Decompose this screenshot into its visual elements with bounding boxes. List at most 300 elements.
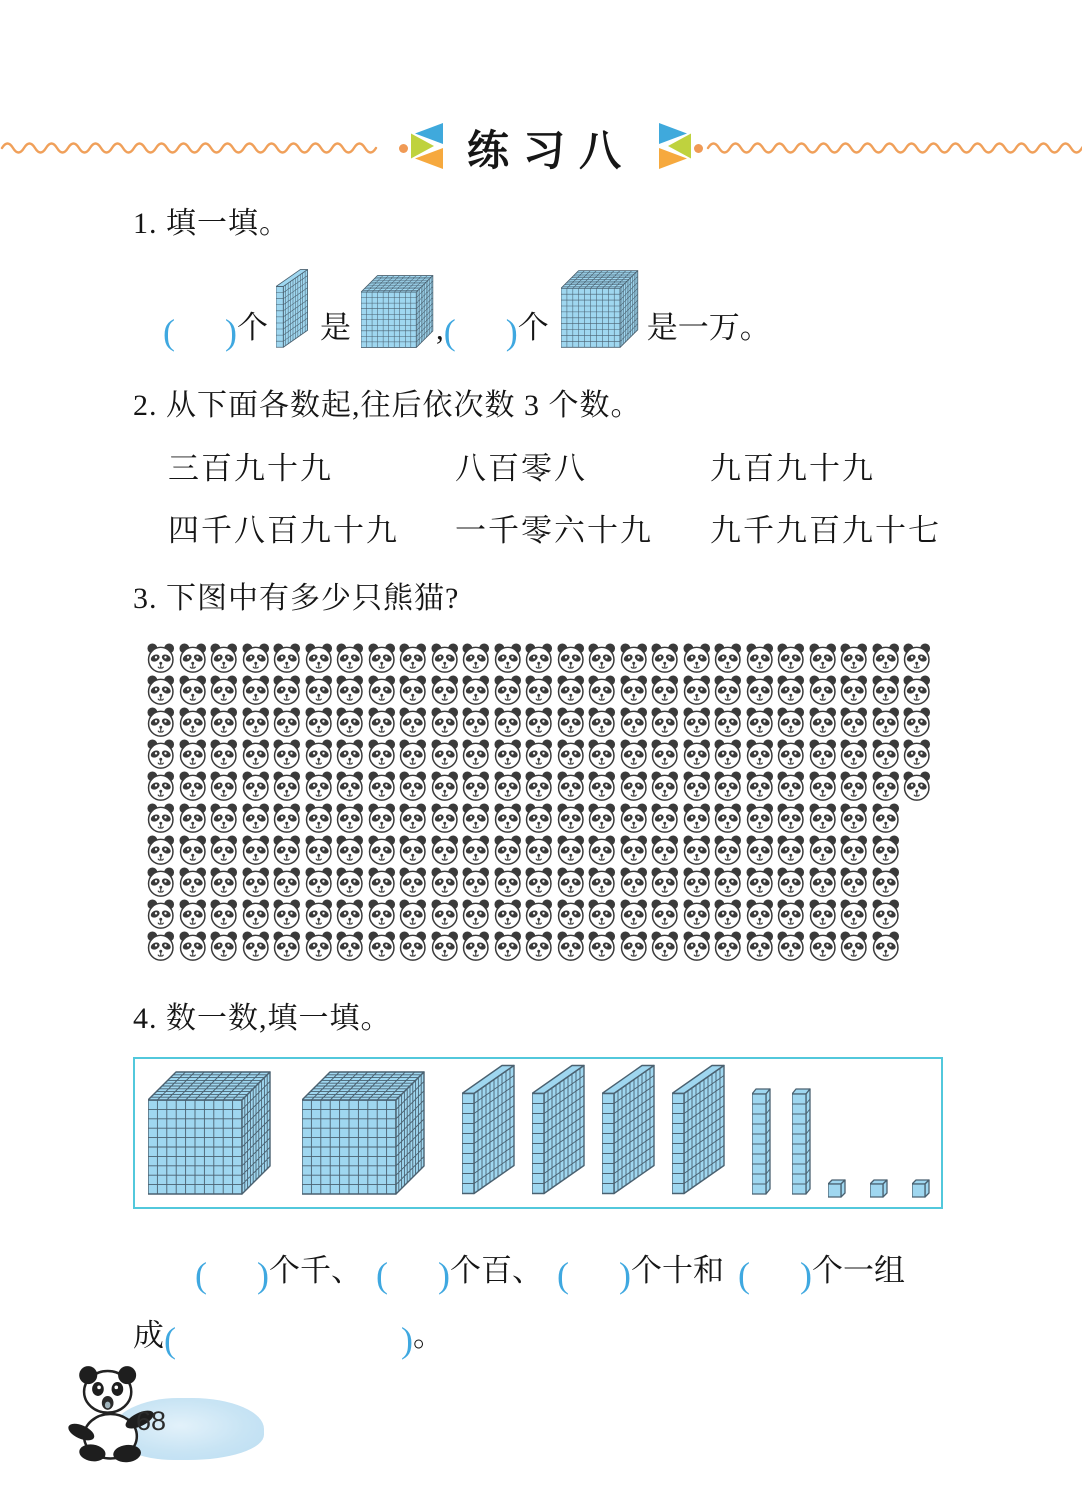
panda-icon <box>744 866 776 898</box>
panda-icon <box>775 770 807 802</box>
hundred-flat-image <box>276 268 310 350</box>
panda-icon <box>681 674 713 706</box>
wavy-line-right <box>706 139 1082 157</box>
panda-icon <box>429 930 461 962</box>
panda-icon <box>523 738 555 770</box>
panda-icon <box>240 642 272 674</box>
panda-icon <box>397 898 429 930</box>
panda-icon <box>838 706 870 738</box>
q4-blank-thousands: ( ) <box>195 1255 269 1295</box>
panda-icon <box>240 802 272 834</box>
panda-icon <box>208 706 240 738</box>
panda-icon <box>870 834 902 866</box>
panda-icon <box>334 866 366 898</box>
panda-icon <box>271 930 303 962</box>
panda-icon <box>555 738 587 770</box>
panda-icon <box>618 930 650 962</box>
panda-icon <box>744 770 776 802</box>
panda-icon <box>397 674 429 706</box>
panda-icon <box>555 930 587 962</box>
panda-icon <box>555 642 587 674</box>
one-unit-block <box>828 1178 848 1198</box>
q1-ge-1: 个 <box>237 310 268 345</box>
q2-number: 四千八百九十九 <box>168 513 399 548</box>
wave-end-dot-icon <box>399 144 408 153</box>
panda-icon <box>523 898 555 930</box>
panda-icon <box>429 866 461 898</box>
panda-icon <box>303 770 335 802</box>
panda-icon <box>586 706 618 738</box>
panda-icon <box>901 706 933 738</box>
panda-row <box>145 898 933 930</box>
panda-icon <box>271 738 303 770</box>
panda-icon <box>334 930 366 962</box>
panda-icon <box>208 642 240 674</box>
title-flag-left-icon <box>411 123 443 174</box>
panda-icon <box>838 930 870 962</box>
panda-icon <box>240 674 272 706</box>
panda-icon <box>240 706 272 738</box>
panda-icon <box>208 866 240 898</box>
panda-icon <box>460 642 492 674</box>
panda-icon <box>271 834 303 866</box>
panda-icon <box>681 642 713 674</box>
panda-icon <box>208 930 240 962</box>
panda-icon <box>681 834 713 866</box>
panda-icon <box>807 898 839 930</box>
panda-icon <box>712 674 744 706</box>
one-unit-block <box>912 1178 932 1198</box>
panda-icon <box>303 706 335 738</box>
panda-row <box>145 674 933 706</box>
panda-icon <box>901 770 933 802</box>
panda-icon <box>618 770 650 802</box>
panda-icon <box>460 834 492 866</box>
panda-icon <box>429 898 461 930</box>
ten-rod-block <box>792 1086 814 1198</box>
panda-icon <box>366 802 398 834</box>
panda-icon <box>208 834 240 866</box>
panda-icon <box>775 642 807 674</box>
panda-icon <box>618 898 650 930</box>
q2-number: 一千零六十九 <box>455 513 653 548</box>
hundred-flat-block <box>672 1063 728 1198</box>
panda-row <box>145 866 933 898</box>
q4-blank-result: ( ) <box>164 1320 413 1360</box>
panda-icon <box>838 802 870 834</box>
panda-icon <box>429 674 461 706</box>
panda-icon <box>397 770 429 802</box>
panda-icon <box>870 706 902 738</box>
panda-icon <box>334 706 366 738</box>
panda-icon <box>618 642 650 674</box>
panda-icon <box>649 866 681 898</box>
panda-icon <box>303 674 335 706</box>
panda-icon <box>208 898 240 930</box>
panda-icon <box>145 674 177 706</box>
panda-icon <box>366 834 398 866</box>
panda-icon <box>523 866 555 898</box>
panda-icon <box>807 642 839 674</box>
one-unit-block <box>870 1178 890 1198</box>
panda-icon <box>712 706 744 738</box>
panda-icon <box>397 706 429 738</box>
panda-grid <box>145 642 933 962</box>
panda-row <box>145 834 933 866</box>
panda-icon <box>303 898 335 930</box>
panda-icon <box>681 866 713 898</box>
panda-icon <box>177 898 209 930</box>
panda-icon <box>586 898 618 930</box>
panda-icon <box>555 770 587 802</box>
panda-icon <box>208 738 240 770</box>
panda-icon <box>208 802 240 834</box>
q1-blank-2: ( ) <box>443 312 518 352</box>
panda-icon <box>807 802 839 834</box>
panda-icon <box>177 802 209 834</box>
thousand-cube-image-2 <box>561 268 639 350</box>
panda-icon <box>271 866 303 898</box>
panda-icon <box>177 706 209 738</box>
panda-icon <box>366 770 398 802</box>
panda-icon <box>303 802 335 834</box>
panda-icon <box>303 866 335 898</box>
panda-icon <box>649 802 681 834</box>
q1-heading: 1. 填一填。 <box>133 207 290 240</box>
page-title: 练习八 <box>467 127 636 174</box>
panda-icon <box>429 802 461 834</box>
panda-icon <box>460 898 492 930</box>
panda-icon <box>618 706 650 738</box>
panda-icon <box>145 866 177 898</box>
panda-icon <box>240 770 272 802</box>
panda-icon <box>240 866 272 898</box>
panda-icon <box>177 866 209 898</box>
panda-icon <box>145 738 177 770</box>
page-header <box>0 116 1082 180</box>
panda-icon <box>649 770 681 802</box>
panda-icon <box>366 674 398 706</box>
panda-icon <box>555 706 587 738</box>
q4-label-bai: 个百、 <box>450 1253 543 1288</box>
panda-icon <box>460 866 492 898</box>
panda-icon <box>744 930 776 962</box>
panda-icon <box>807 834 839 866</box>
panda-icon <box>775 898 807 930</box>
panda-icon <box>555 898 587 930</box>
q4-label-shi: 个十和 <box>631 1253 724 1288</box>
panda-icon <box>775 706 807 738</box>
panda-icon <box>523 834 555 866</box>
panda-icon <box>807 930 839 962</box>
panda-icon <box>870 738 902 770</box>
q2-row-1 <box>168 443 875 488</box>
q4-label-cheng: 成 <box>133 1318 164 1353</box>
panda-icon <box>334 674 366 706</box>
panda-icon <box>807 866 839 898</box>
panda-icon <box>712 930 744 962</box>
panda-icon <box>177 770 209 802</box>
panda-icon <box>460 738 492 770</box>
panda-icon <box>492 898 524 930</box>
thousand-cube-block <box>302 1068 426 1198</box>
panda-row <box>145 706 933 738</box>
panda-icon <box>397 866 429 898</box>
panda-icon <box>397 834 429 866</box>
panda-icon <box>618 738 650 770</box>
panda-icon <box>870 770 902 802</box>
panda-icon <box>492 738 524 770</box>
panda-icon <box>649 738 681 770</box>
page-number: 68 <box>136 1406 167 1436</box>
panda-icon <box>681 898 713 930</box>
panda-icon <box>838 898 870 930</box>
panda-icon <box>492 866 524 898</box>
panda-row <box>145 738 933 770</box>
panda-icon <box>460 706 492 738</box>
panda-icon <box>492 834 524 866</box>
panda-icon <box>775 866 807 898</box>
thousand-cube-block <box>148 1068 272 1198</box>
hundred-flat-block <box>462 1063 518 1198</box>
panda-icon <box>177 834 209 866</box>
hundred-flat-block <box>602 1063 658 1198</box>
q4-heading: 4. 数一数,填一填。 <box>133 1002 392 1035</box>
base-ten-blocks-box <box>133 1057 943 1209</box>
q1-shi: 是 <box>320 310 351 345</box>
panda-icon <box>649 642 681 674</box>
panda-icon <box>429 834 461 866</box>
panda-icon <box>366 898 398 930</box>
q1-tail: 是一万。 <box>646 310 771 345</box>
q1-comma: , <box>436 311 444 346</box>
panda-icon <box>681 770 713 802</box>
panda-icon <box>303 930 335 962</box>
panda-icon <box>303 834 335 866</box>
panda-icon <box>271 642 303 674</box>
panda-icon <box>807 706 839 738</box>
panda-icon <box>208 674 240 706</box>
panda-icon <box>586 738 618 770</box>
panda-icon <box>492 642 524 674</box>
panda-icon <box>271 674 303 706</box>
title-flag-right-icon <box>659 123 691 174</box>
panda-icon <box>397 738 429 770</box>
panda-icon <box>712 898 744 930</box>
panda-icon <box>492 674 524 706</box>
panda-icon <box>366 866 398 898</box>
hundred-flat-block <box>532 1063 588 1198</box>
q4-label-qian: 个千、 <box>269 1253 362 1288</box>
panda-icon <box>870 898 902 930</box>
panda-icon <box>460 802 492 834</box>
panda-icon <box>681 706 713 738</box>
panda-icon <box>397 802 429 834</box>
panda-icon <box>240 898 272 930</box>
panda-icon <box>586 802 618 834</box>
panda-icon <box>366 642 398 674</box>
panda-icon <box>807 674 839 706</box>
thousand-cube-image-1 <box>361 273 434 350</box>
panda-icon <box>681 738 713 770</box>
panda-icon <box>177 674 209 706</box>
panda-icon <box>271 770 303 802</box>
panda-icon <box>145 834 177 866</box>
panda-icon <box>334 834 366 866</box>
q3-heading: 3. 下图中有多少只熊猫? <box>133 582 460 615</box>
panda-icon <box>303 642 335 674</box>
panda-icon <box>744 834 776 866</box>
q4-blank-ones: ( ) <box>738 1255 812 1295</box>
panda-icon <box>555 834 587 866</box>
q2-number: 三百九十九 <box>168 451 333 486</box>
panda-icon <box>586 930 618 962</box>
panda-icon <box>586 834 618 866</box>
panda-icon <box>775 738 807 770</box>
panda-icon <box>618 802 650 834</box>
panda-icon <box>649 930 681 962</box>
panda-row <box>145 770 933 802</box>
panda-icon <box>460 770 492 802</box>
panda-icon <box>586 770 618 802</box>
q4-period: 。 <box>413 1318 444 1353</box>
q4-fill-line-2 <box>133 1306 444 1358</box>
panda-icon <box>271 898 303 930</box>
panda-icon <box>271 802 303 834</box>
panda-icon <box>492 802 524 834</box>
q4-label-yi: 个一组 <box>812 1253 905 1288</box>
panda-icon <box>807 738 839 770</box>
panda-icon <box>555 674 587 706</box>
panda-icon <box>555 802 587 834</box>
ten-rod-block <box>752 1086 774 1198</box>
panda-icon <box>838 834 870 866</box>
panda-row <box>145 642 933 674</box>
q1-blank-1: ( ) <box>163 312 237 352</box>
q1-ge-2: 个 <box>517 310 549 345</box>
panda-icon <box>712 738 744 770</box>
panda-icon <box>523 706 555 738</box>
panda-icon <box>681 802 713 834</box>
panda-icon <box>334 770 366 802</box>
panda-icon <box>429 706 461 738</box>
panda-icon <box>838 866 870 898</box>
panda-icon <box>744 674 776 706</box>
panda-icon <box>586 674 618 706</box>
panda-icon <box>649 834 681 866</box>
panda-icon <box>681 930 713 962</box>
panda-icon <box>492 706 524 738</box>
panda-icon <box>523 930 555 962</box>
panda-icon <box>555 866 587 898</box>
panda-icon <box>145 706 177 738</box>
panda-icon <box>870 802 902 834</box>
panda-icon <box>334 802 366 834</box>
q2-row-2 <box>168 505 941 550</box>
panda-icon <box>586 642 618 674</box>
panda-icon <box>177 930 209 962</box>
q2-number: 八百零八 <box>455 451 587 486</box>
panda-icon <box>744 802 776 834</box>
panda-icon <box>712 642 744 674</box>
panda-icon <box>901 738 933 770</box>
panda-icon <box>649 898 681 930</box>
panda-icon <box>712 770 744 802</box>
panda-icon <box>240 930 272 962</box>
panda-icon <box>870 866 902 898</box>
panda-icon <box>744 738 776 770</box>
panda-icon <box>208 770 240 802</box>
panda-icon <box>240 738 272 770</box>
panda-icon <box>744 706 776 738</box>
panda-icon <box>901 642 933 674</box>
panda-icon <box>460 930 492 962</box>
panda-icon <box>523 802 555 834</box>
panda-icon <box>712 866 744 898</box>
panda-icon <box>145 898 177 930</box>
panda-icon <box>523 642 555 674</box>
q4-blank-hundreds: ( ) <box>376 1255 450 1295</box>
panda-icon <box>240 834 272 866</box>
panda-icon <box>429 738 461 770</box>
panda-icon <box>807 770 839 802</box>
q1-fill-line <box>163 258 771 350</box>
panda-icon <box>145 930 177 962</box>
wavy-line-left <box>0 139 396 157</box>
panda-icon <box>523 770 555 802</box>
panda-icon <box>397 642 429 674</box>
panda-icon <box>145 770 177 802</box>
panda-icon <box>870 674 902 706</box>
q4-blank-tens: ( ) <box>557 1255 631 1295</box>
panda-icon <box>744 642 776 674</box>
panda-icon <box>460 674 492 706</box>
panda-icon <box>334 738 366 770</box>
panda-icon <box>775 930 807 962</box>
q4-fill-line-1 <box>195 1243 905 1293</box>
panda-icon <box>366 930 398 962</box>
panda-icon <box>334 642 366 674</box>
wave-start-dot-icon <box>694 144 703 153</box>
panda-icon <box>618 866 650 898</box>
panda-row <box>145 802 933 834</box>
panda-icon <box>775 802 807 834</box>
panda-icon <box>145 802 177 834</box>
panda-icon <box>177 738 209 770</box>
panda-icon <box>303 738 335 770</box>
panda-icon <box>838 642 870 674</box>
panda-icon <box>492 930 524 962</box>
panda-icon <box>649 674 681 706</box>
panda-icon <box>366 738 398 770</box>
panda-icon <box>145 642 177 674</box>
panda-icon <box>712 834 744 866</box>
panda-icon <box>870 642 902 674</box>
panda-icon <box>744 898 776 930</box>
q2-heading: 2. 从下面各数起,往后依次数 3 个数。 <box>133 389 642 422</box>
panda-icon <box>775 834 807 866</box>
panda-icon <box>838 738 870 770</box>
panda-icon <box>712 802 744 834</box>
panda-icon <box>397 930 429 962</box>
panda-icon <box>618 674 650 706</box>
q2-number: 九千九百九十七 <box>710 513 941 548</box>
panda-icon <box>429 642 461 674</box>
panda-icon <box>334 898 366 930</box>
panda-icon <box>586 866 618 898</box>
panda-icon <box>901 674 933 706</box>
panda-icon <box>870 930 902 962</box>
